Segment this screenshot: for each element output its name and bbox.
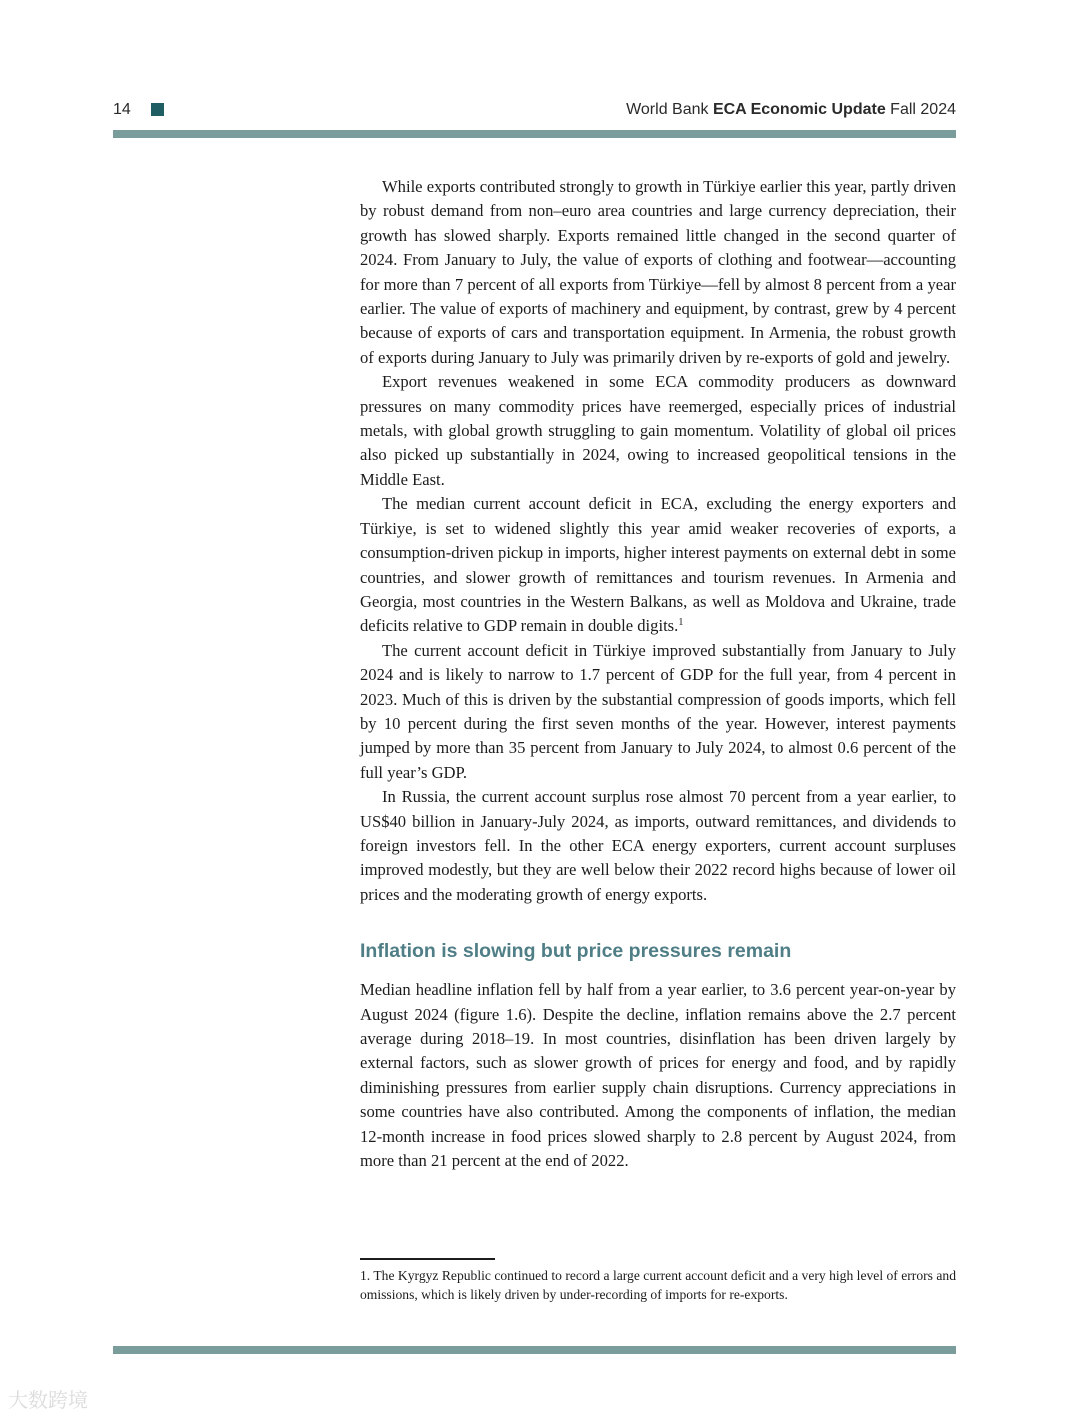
page-header bbox=[113, 98, 956, 124]
header-rule bbox=[113, 130, 956, 138]
footnote: 1. The Kyrgyz Republic continued to record a large current account deficit and a very high level of errors and omissions, which is likely driven by under-recording of imports for re-exports. bbox=[360, 1268, 956, 1302]
body-paragraph: The current account deficit in Türkiye improved substantially from January to July 2024 and is likely to narrow to 1.7 percent of GDP for the full year, from 4 percent in 2023. Much of this is driven by the substantial compression of goods imports, which fell by 10 percent during the first seven months of the year. However, interest payments jumped by more than 35 percent from January to July 2024, to almost 0.6 percent of the full year’s GDP. bbox=[360, 640, 956, 782]
footnote-divider bbox=[360, 1258, 495, 1260]
square-bullet-icon bbox=[151, 103, 164, 116]
body-paragraph: Export revenues weakened in some ECA commodity producers as downward pressures on many commodity prices have reemerged, especially prices of industrial metals, with global growth struggling to gain momentum. Volatility of global oil prices also picked up substantially in 2024, owing to increased geopolitical tensions in the Middle East. bbox=[360, 372, 956, 489]
watermark: 大数跨境 bbox=[8, 1388, 88, 1412]
body-paragraph bbox=[360, 492, 956, 638]
publisher-name: World Bank bbox=[626, 101, 709, 118]
body-paragraph-text: The median current account deficit in ECA, excluding the energy exporters and Türkiye, is set to widened slightly this year amid weaker recoveries of exports, a consumption-driven pickup in imports, higher interest payments on external debt in some countries, and slower growth of remittances and tourism revenues. In Armenia and Georgia, most countries in the Western Balkans, as well as Moldova and Ukraine, trade deficits relative to GDP remain in double digits. bbox=[360, 494, 956, 636]
running-head bbox=[626, 101, 956, 119]
body-paragraph: While exports contributed strongly to growth in Türkiye earlier this year, partly driven by robust demand from non–euro area countries and large currency depreciation, their growth has slowed sharply. Exports remained little changed in the second quarter of 2024. From January to July, the value of exports of clothing and footwear—accounting for more than 7 percent of all exports from Türkiye—fell by almost 8 percent from a year earlier. The value of exports of machinery and equipment, by contrast, grew by 4 percent because of exports of cars and transportation equipment. In Armenia, the robust growth of exports during January to July was primarily driven by re-exports of gold and jewelry. bbox=[360, 177, 956, 367]
report-edition: Fall 2024 bbox=[890, 101, 956, 118]
footnote-reference[interactable]: 1 bbox=[678, 617, 684, 629]
footer-rule bbox=[113, 1346, 956, 1354]
page-number: 14 bbox=[113, 101, 131, 118]
section-paragraph: Median headline inflation fell by half from a year earlier, to 3.6 percent year-on-year by August 2024 (figure 1.6). Despite the decline, inflation remains above the 2.7 percent average during 2018–19. In most countries, disinflation has been driven largely by external factors, such as slower growth of prices for energy and food, and by rapidly diminishing pressures from earlier supply chain disruptions. Currency appreciations in some countries have also contributed. Among the components of inflation, the median 12-month increase in food prices slowed sharply to 2.8 percent by August 2024, from more than 21 percent at the end of 2022. bbox=[360, 980, 956, 1171]
section-heading: Inflation is slowing but price pressures remain bbox=[360, 940, 792, 963]
body-paragraph: In Russia, the current account surplus rose almost 70 percent from a year earlier, to US$40 billion in January-July 2024, as imports, outward remittances, and dividends to foreign investors fell. In the other ECA energy exporters, current account surpluses improved modestly, but they are well below their 2022 record highs because of lower oil prices and the moderating growth of energy exports. bbox=[360, 787, 956, 904]
report-title: ECA Economic Update bbox=[712, 101, 886, 118]
main-text bbox=[360, 175, 956, 1173]
